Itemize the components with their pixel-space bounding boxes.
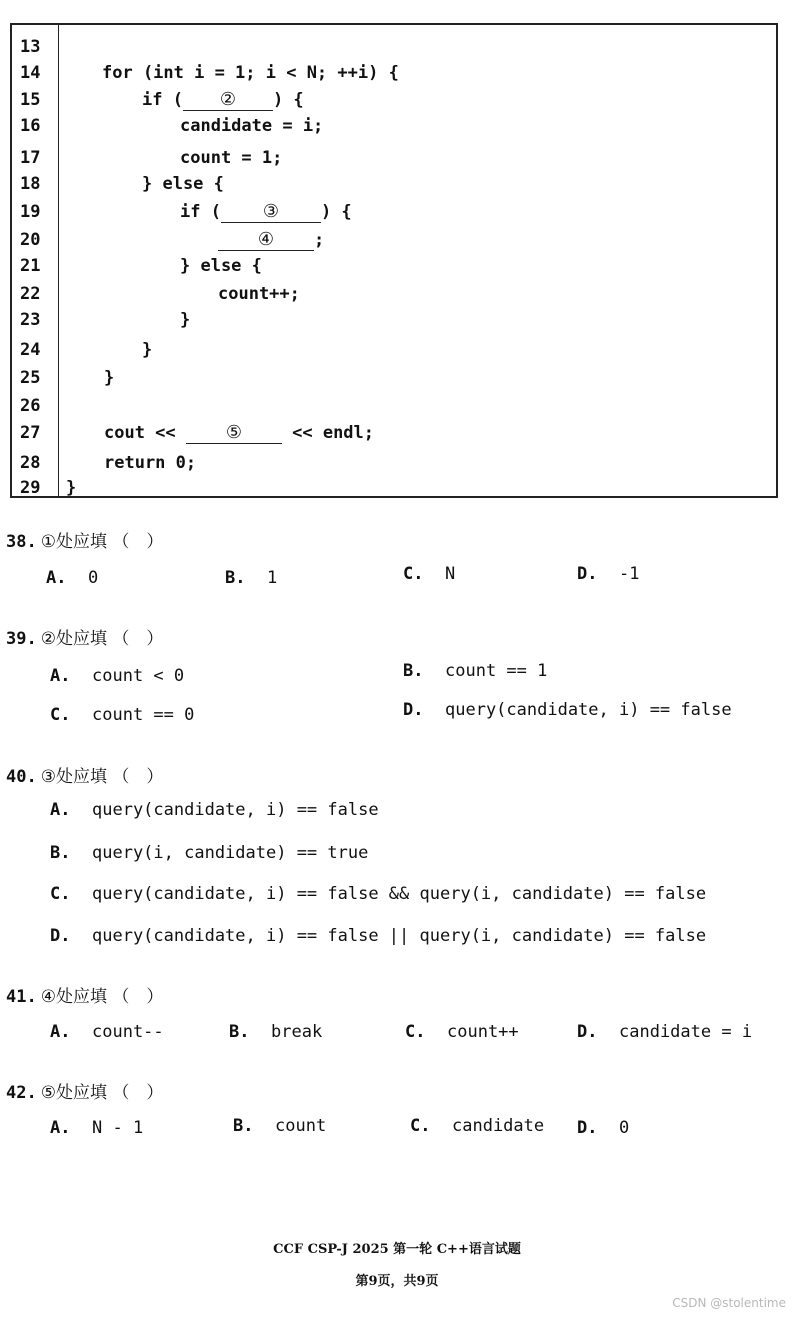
code-text: } else {	[180, 256, 262, 276]
option-a: A. count--	[50, 1022, 164, 1042]
code-line	[12, 336, 776, 364]
line-number: 26	[20, 396, 41, 416]
option-b: B. break	[229, 1022, 323, 1042]
code-line	[12, 392, 776, 420]
line-number: 22	[20, 284, 41, 304]
line-number: 18	[20, 174, 41, 194]
code-line	[12, 226, 776, 254]
code-text: if ( ② ) {	[142, 89, 304, 110]
question-title: ②处应填 （ ）	[40, 629, 164, 649]
line-number: 20	[20, 230, 41, 250]
code-text: count++;	[218, 284, 300, 304]
code-line	[12, 419, 776, 447]
line-number: 29	[20, 478, 41, 498]
option-c: C. query(candidate, i) == false && query(i, candidate) == false	[50, 884, 707, 904]
code-text: for (int i = 1; i < N; ++i) {	[102, 63, 399, 83]
line-number: 15	[20, 90, 41, 110]
code-line	[12, 474, 776, 502]
footer-title: CCF CSP-J 2025 第一轮 C++语言试题	[273, 1242, 521, 1257]
question-number: 41.	[6, 987, 37, 1007]
code-text: ④ ;	[218, 226, 324, 254]
code-line	[12, 33, 776, 61]
code-listing	[10, 23, 778, 498]
question-title: ⑤处应填 （ ）	[40, 1083, 164, 1103]
line-number: 13	[20, 37, 41, 57]
line-number: 21	[20, 256, 41, 276]
code-line	[12, 449, 776, 477]
code-line	[12, 306, 776, 334]
line-number: 16	[20, 116, 41, 136]
option-b: B. query(i, candidate) == true	[50, 843, 369, 863]
line-number: 19	[20, 202, 41, 222]
code-text: cout << ⑤ << endl;	[104, 422, 375, 443]
question-39	[6, 624, 163, 649]
option-b: B. count == 1	[403, 661, 548, 681]
code-line	[12, 198, 776, 226]
option-d: D. 0	[577, 1118, 630, 1138]
option-c: C. count == 0	[50, 705, 195, 725]
code-line	[12, 59, 776, 87]
code-text: count = 1;	[180, 148, 283, 168]
line-number: 27	[20, 423, 41, 443]
option-a: A. query(candidate, i) == false	[50, 800, 379, 820]
question-title: ③处应填 （ ）	[40, 767, 164, 787]
question-number: 40.	[6, 767, 37, 787]
option-c: C. N	[403, 564, 456, 584]
line-number: 24	[20, 340, 41, 360]
option-c: C. count++	[405, 1022, 519, 1042]
option-a: A. count < 0	[50, 666, 185, 686]
fill-blank-4: ④	[218, 228, 314, 251]
code-line	[12, 364, 776, 392]
line-number: 23	[20, 310, 41, 330]
code-text: }	[66, 478, 77, 498]
footer-page-number: 第9页，共9页	[355, 1274, 439, 1289]
code-line	[12, 280, 776, 308]
line-number: 25	[20, 368, 41, 388]
fill-blank-2: ②	[183, 88, 273, 111]
question-number: 39.	[6, 629, 37, 649]
question-title: ④处应填 （ ）	[40, 987, 164, 1007]
option-d: D. -1	[577, 564, 640, 584]
question-42	[6, 1078, 163, 1103]
code-line	[12, 112, 776, 140]
question-number: 42.	[6, 1083, 37, 1103]
code-text: }	[104, 368, 115, 388]
fill-blank-3: ③	[221, 200, 321, 223]
code-line	[12, 144, 776, 172]
line-number: 17	[20, 148, 41, 168]
option-c: C. candidate	[410, 1116, 545, 1136]
question-40	[6, 762, 163, 787]
option-d: D. candidate = i	[577, 1022, 753, 1042]
code-text: if ( ③ ) {	[180, 201, 352, 222]
option-a: A. N - 1	[50, 1118, 144, 1138]
code-text: candidate = i;	[180, 116, 324, 136]
question-number: 38.	[6, 532, 37, 552]
option-b: B. 1	[225, 568, 278, 588]
line-number: 14	[20, 63, 41, 83]
question-title: ①处应填 （ ）	[40, 532, 164, 552]
code-line	[12, 170, 776, 198]
option-d: D. query(candidate, i) == false || query(i, candidate) == false	[50, 926, 707, 946]
question-41	[6, 982, 163, 1007]
line-number: 28	[20, 453, 41, 473]
code-text: return 0;	[104, 453, 197, 473]
watermark: CSDN @stolentime	[672, 1296, 786, 1310]
code-text: }	[142, 340, 153, 360]
code-text: }	[180, 310, 191, 330]
question-38	[6, 527, 163, 552]
code-text: } else {	[142, 174, 224, 194]
code-line	[12, 252, 776, 280]
option-b: B. count	[233, 1116, 327, 1136]
fill-blank-5: ⑤	[186, 421, 282, 444]
option-a: A. 0	[46, 568, 99, 588]
option-d: D. query(candidate, i) == false	[403, 700, 732, 720]
code-line	[12, 86, 776, 114]
